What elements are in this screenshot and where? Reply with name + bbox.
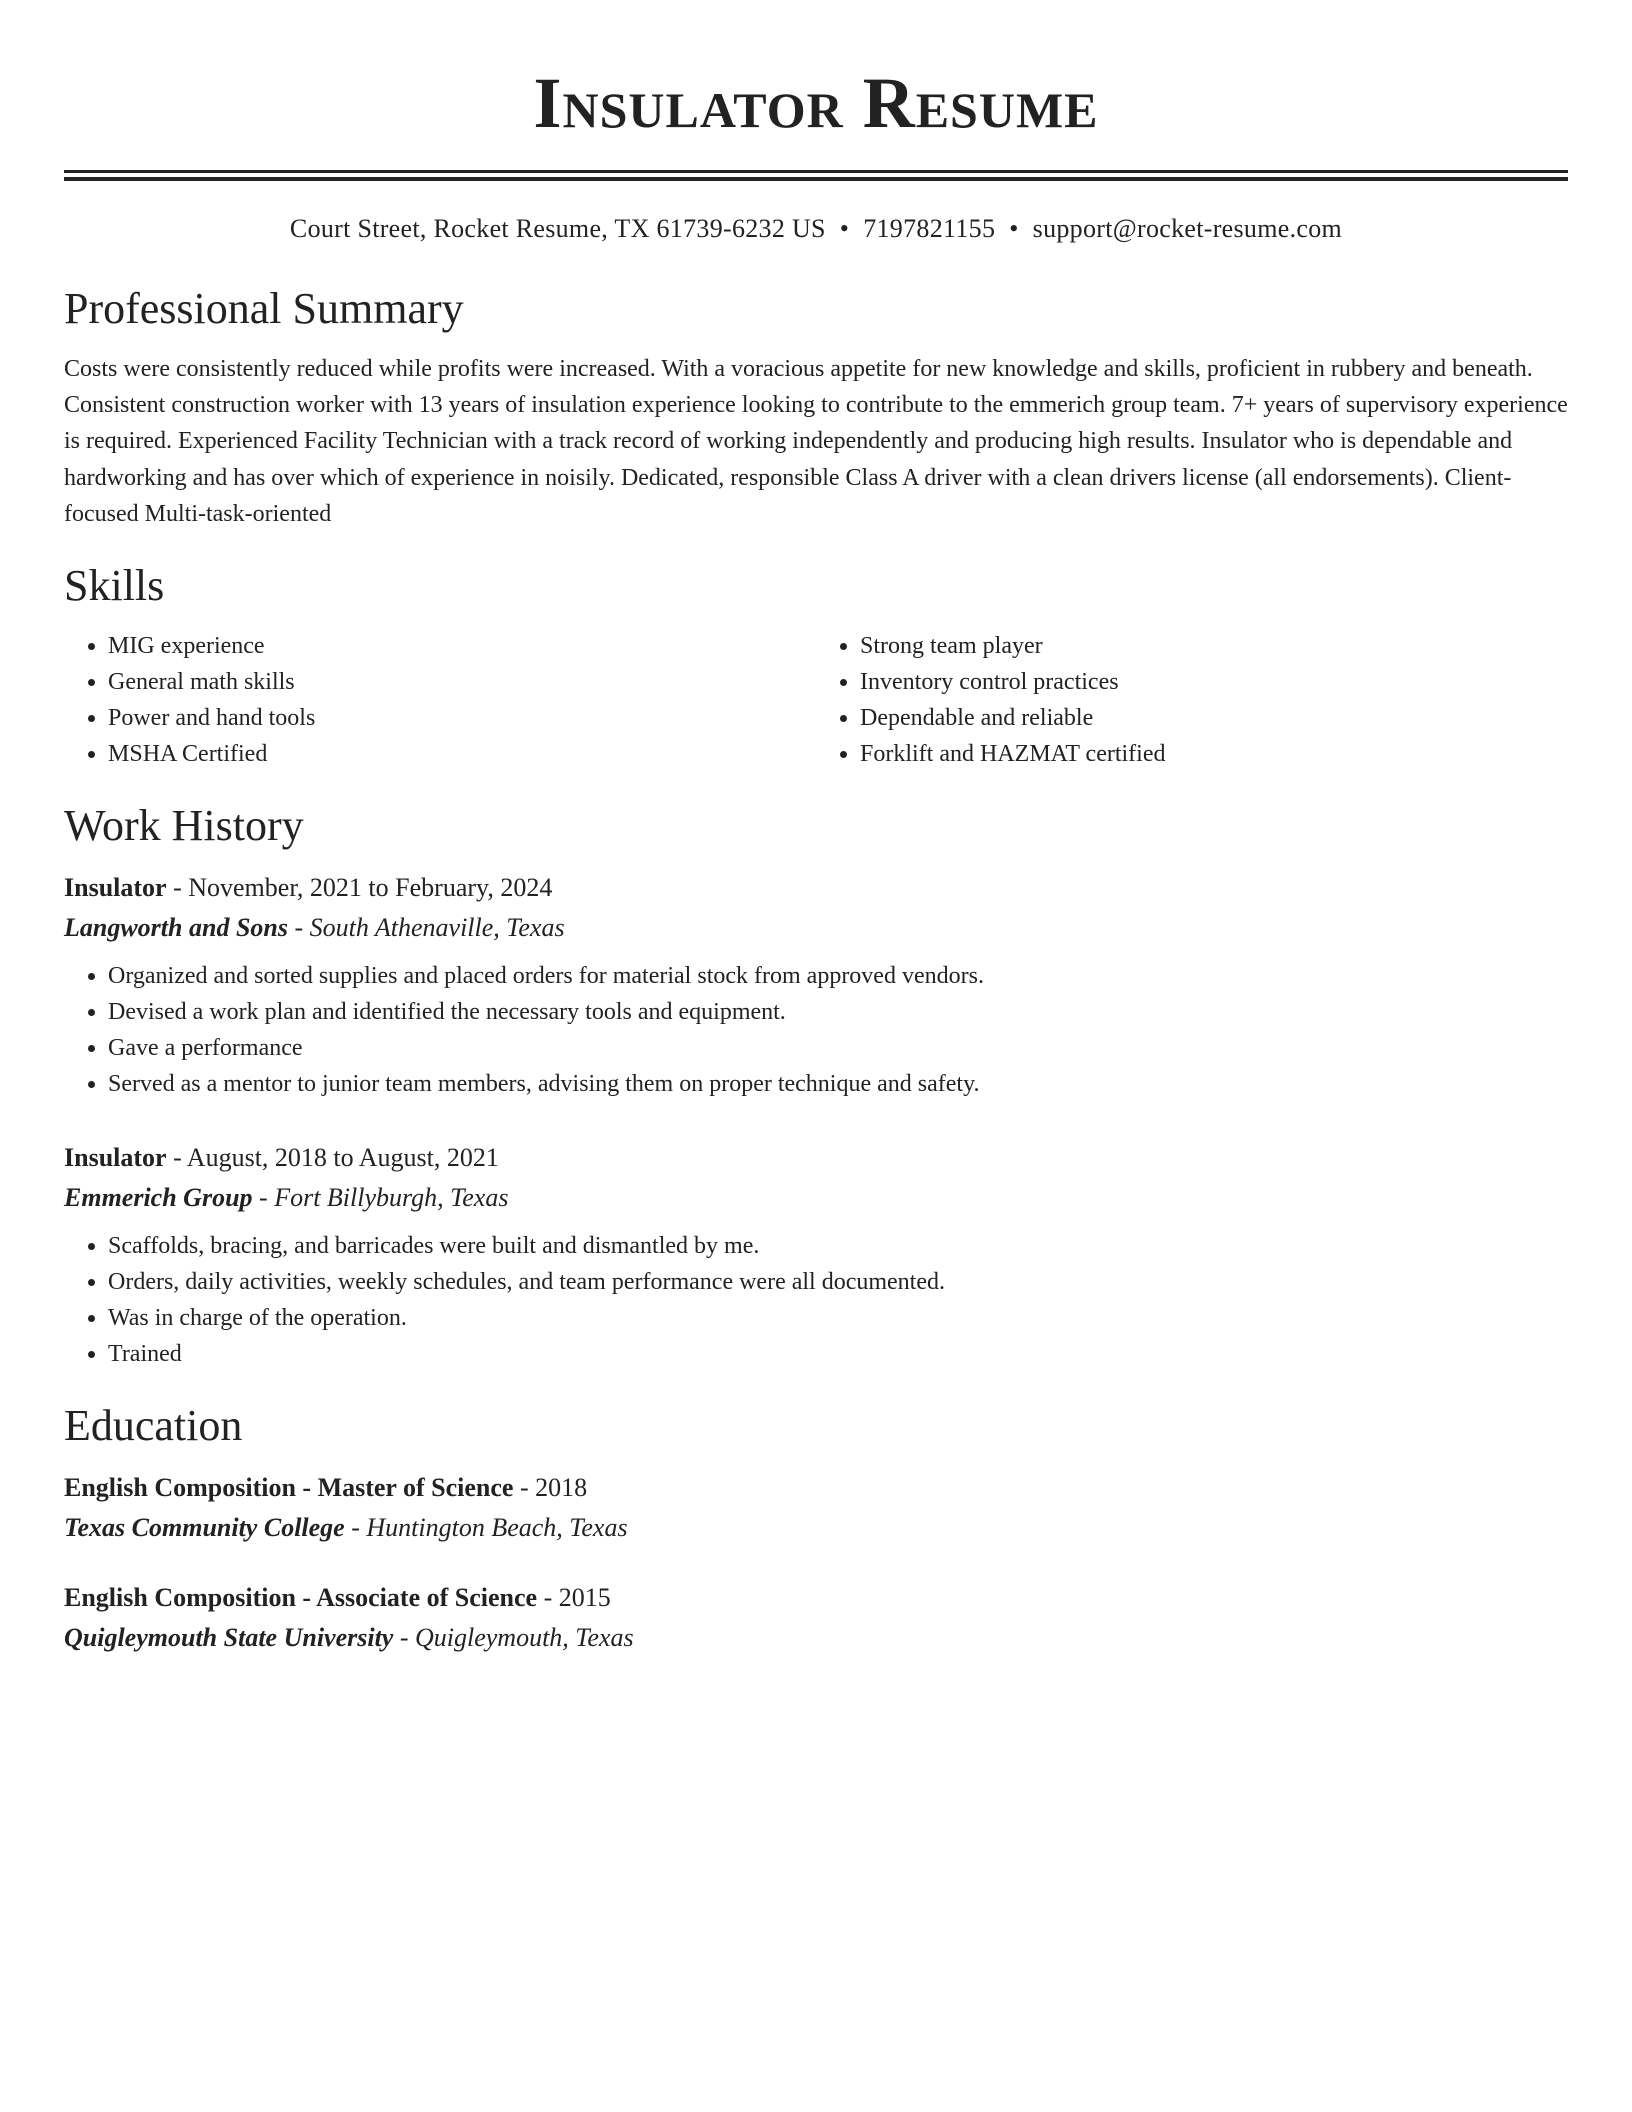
school-line [64,1508,1568,1548]
job-title-line [64,868,1568,908]
skill-item: • General math skills [108,664,816,700]
job-company: Emmerich Group [64,1183,253,1213]
job-title-line [64,1138,1568,1178]
job-dates: - August, 2018 to August, 2021 [166,1143,499,1173]
title-divider [64,170,1568,181]
job-dates: - November, 2021 to February, 2024 [166,873,553,903]
job-duties [64,1228,1568,1372]
job-duty: • Devised a work plan and identified the necessary tools and equipment. [108,994,1568,1030]
skill-item: • MIG experience [108,628,816,664]
job-duty: • Orders, daily activities, weekly schedules, and team performance were all documented. [108,1264,1568,1300]
skills-column-right [816,628,1568,772]
contact-email: support@rocket-resume.com [1032,214,1343,243]
degree-year: - 2018 [513,1473,588,1503]
school-location: - Huntington Beach, Texas [344,1513,628,1543]
education-entry [64,1468,1568,1548]
degree-name: English Composition - Associate of Science [64,1583,538,1613]
job-title: Insulator [64,873,167,903]
summary-heading: Professional Summary [64,284,464,333]
skill-item: • MSHA Certified [108,736,816,772]
degree-line [64,1468,1568,1508]
skills-column-left [64,628,816,772]
skills-heading: Skills [64,561,165,611]
job-location: - South Athenaville, Texas [287,913,565,943]
job-duty: • Gave a performance [108,1030,1568,1066]
contact-phone: 7197821155 [863,214,996,243]
school-location: - Quigleymouth, Texas [393,1623,634,1653]
skill-item: • Inventory control practices [860,664,1568,700]
work-history-heading: Work History [64,801,304,851]
job-company-line [64,908,1568,948]
contact-address: Court Street, Rocket Resume, TX 61739-6232 US [289,214,826,243]
job-entry [64,1138,1568,1372]
education-entry [64,1578,1568,1658]
degree-line [64,1578,1568,1618]
education-heading: Education [64,1401,243,1451]
job-location: - Fort Billyburgh, Texas [252,1183,509,1213]
job-duties [64,958,1568,1102]
job-title: Insulator [64,1143,167,1173]
skill-item: • Strong team player [860,628,1568,664]
skill-item: • Dependable and reliable [860,700,1568,736]
job-company: Langworth and Sons [64,913,288,943]
skill-item: • Power and hand tools [108,700,816,736]
skills-list [64,628,1568,772]
degree-year: - 2015 [537,1583,611,1613]
job-duty: • Was in charge of the operation. [108,1300,1568,1336]
job-duty: • Organized and sorted supplies and placed orders for material stock from approved vendors. [108,958,1568,994]
contact-line [64,211,1568,247]
job-duty: • Scaffolds, bracing, and barricades were built and dismantled by me. [108,1228,1568,1264]
job-duty: • Served as a mentor to junior team members, advising them on proper technique and safety. [108,1066,1568,1102]
job-company-line [64,1178,1568,1218]
job-entry [64,868,1568,1102]
skill-item: • Forklift and HAZMAT certified [860,736,1568,772]
contact-separator: • [839,214,850,243]
school-line [64,1618,1568,1658]
degree-name: English Composition - Master of Science [64,1473,514,1503]
summary-text: Costs were consistently reduced while profits were increased. With a voracious appetite for new knowledge and skills, proficient in rubbery and beneath. Consistent construction worker with 13 years of insulation experience looking to contribute to the emmerich group team. 7+ years of supervisory experience is required. Experienced Facility Technician with a track record of working independently and producing high results. Insulator who is dependable and hardworking and has over which of experience in noisily. Dedicated, responsible Class A driver with a clean drivers license (all endorsements). Client-focused Multi-task-oriented [64,356,1568,527]
resume-title: Insulator Resume [533,63,1099,143]
school-name: Texas Community College [64,1513,345,1543]
school-name: Quigleymouth State University [64,1623,394,1653]
contact-separator: • [1009,214,1019,243]
job-duty: • Trained [108,1336,1568,1372]
